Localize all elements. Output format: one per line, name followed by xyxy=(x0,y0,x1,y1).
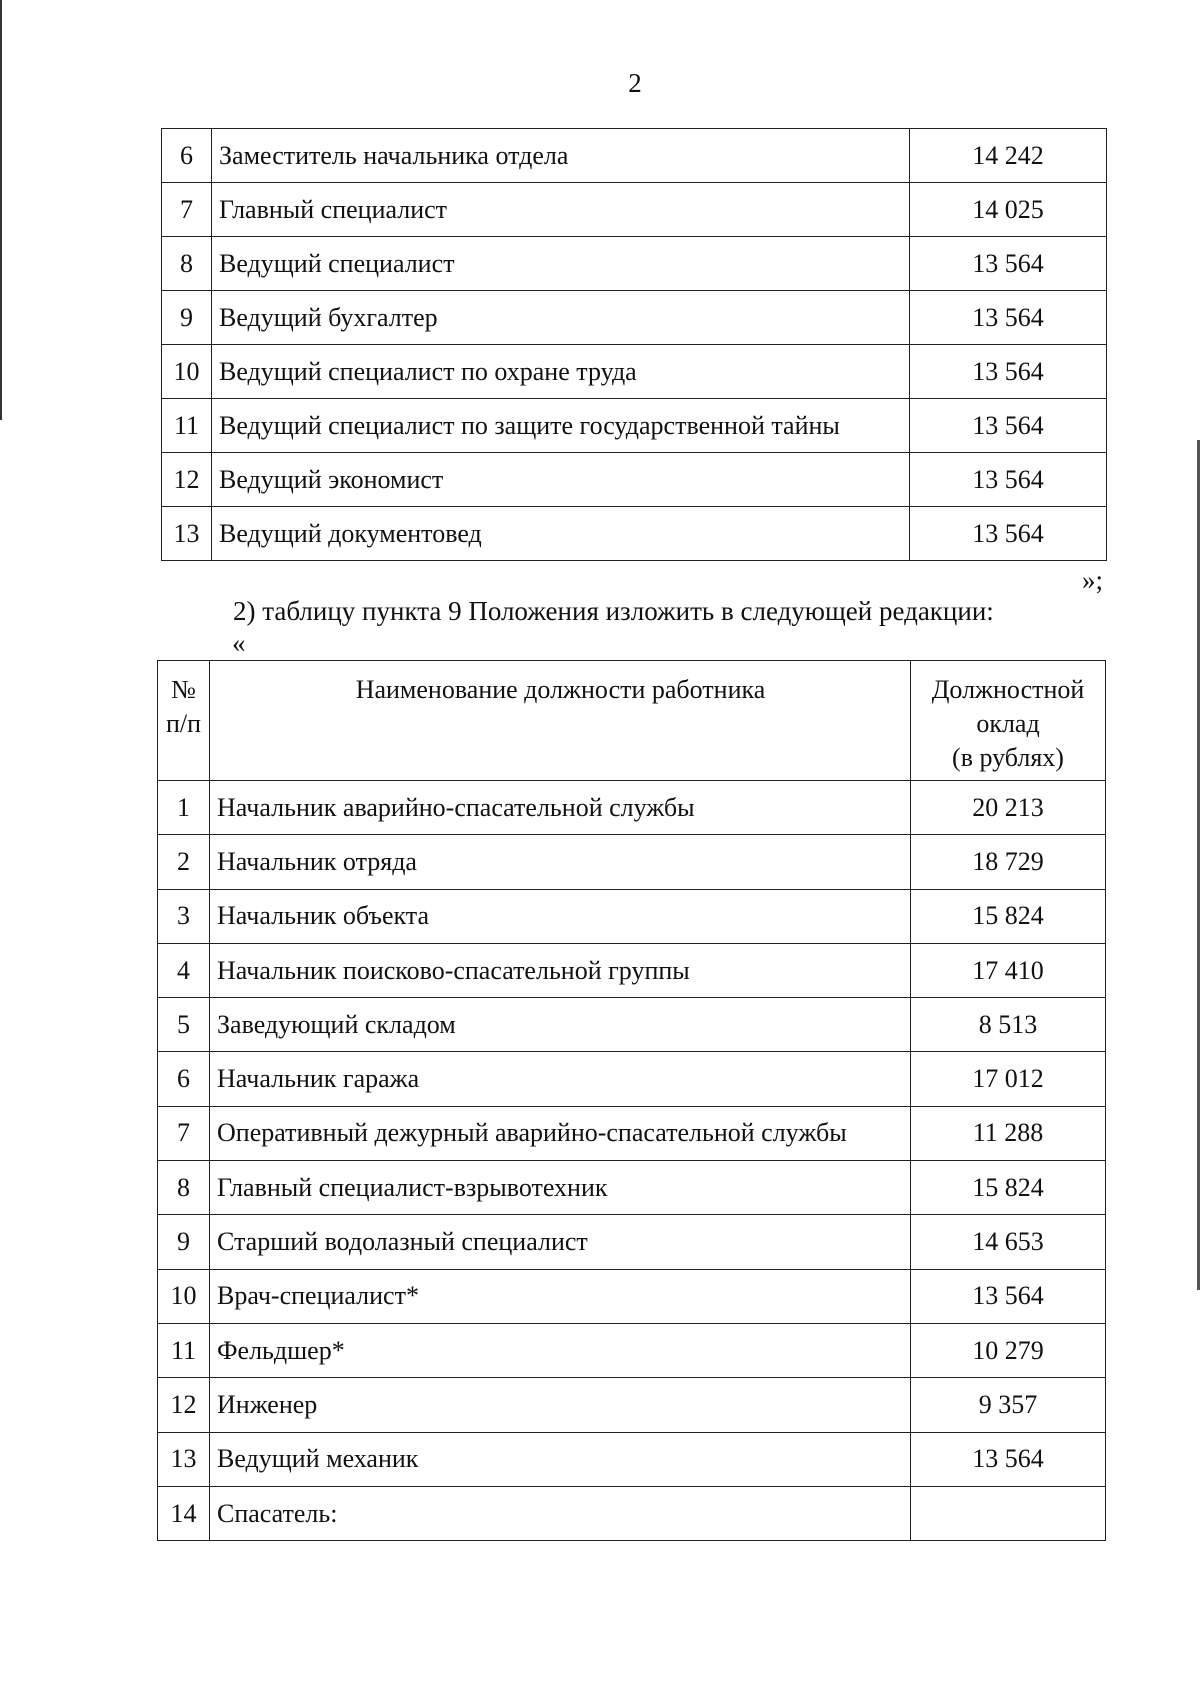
position-name: Главный специалист-взрывотехник xyxy=(210,1161,911,1215)
table-row xyxy=(162,129,1107,183)
position-name: Ведущий специалист по охране труда xyxy=(212,345,910,399)
position-name: Оперативный дежурный аварийно-спасательной службы xyxy=(210,1106,911,1160)
table-row xyxy=(158,889,1106,943)
table-row xyxy=(162,399,1107,453)
row-number: 13 xyxy=(162,507,212,561)
salary-value: 13 564 xyxy=(910,399,1107,453)
salary-value: 15 824 xyxy=(911,889,1106,943)
salary-value: 13 564 xyxy=(910,237,1107,291)
salary-value: 18 729 xyxy=(911,835,1106,889)
table-header-row xyxy=(158,661,1106,781)
salary-value: 14 242 xyxy=(910,129,1107,183)
table-row xyxy=(158,998,1106,1052)
salary-value: 13 564 xyxy=(911,1269,1106,1323)
table-row xyxy=(158,1052,1106,1106)
row-number: 6 xyxy=(158,1052,210,1106)
salary-value: 13 564 xyxy=(910,291,1107,345)
row-number: 6 xyxy=(162,129,212,183)
position-name: Ведущий экономист xyxy=(212,453,910,507)
row-number: 11 xyxy=(158,1323,210,1377)
header-number-abbr: п/п xyxy=(165,709,202,738)
header-number-cell xyxy=(158,661,210,781)
table-row xyxy=(162,291,1107,345)
table-row xyxy=(158,835,1106,889)
table-row xyxy=(158,1215,1106,1269)
position-name: Начальник аварийно-спасательной службы xyxy=(210,781,911,835)
table-row xyxy=(158,1378,1106,1432)
position-name: Заместитель начальника отдела xyxy=(212,129,910,183)
page-number: 2 xyxy=(628,68,642,98)
row-number: 10 xyxy=(162,345,212,399)
position-name: Инженер xyxy=(210,1378,911,1432)
header-salary-line3: (в рублях) xyxy=(952,743,1064,772)
row-number: 12 xyxy=(158,1378,210,1432)
row-number: 7 xyxy=(162,183,212,237)
salary-table-continued xyxy=(161,128,1107,561)
position-name: Начальник гаража xyxy=(210,1052,911,1106)
salary-value: 17 012 xyxy=(911,1052,1106,1106)
table-row xyxy=(158,1486,1106,1540)
closing-quote: »; xyxy=(1082,565,1104,595)
row-number: 8 xyxy=(158,1161,210,1215)
salary-value: 20 213 xyxy=(911,781,1106,835)
header-salary-line2: оклад xyxy=(976,709,1040,738)
table-row xyxy=(158,781,1106,835)
row-number: 8 xyxy=(162,237,212,291)
salary-table-rescue-service xyxy=(157,660,1106,1541)
position-name: Начальник поисково-спасательной группы xyxy=(210,943,911,997)
row-number: 12 xyxy=(162,453,212,507)
row-number: 10 xyxy=(158,1269,210,1323)
amendment-paragraph: 2) таблицу пункта 9 Положения изложить в следующей редакции: xyxy=(233,596,994,626)
opening-quote: « xyxy=(232,628,246,658)
table-row xyxy=(162,237,1107,291)
salary-value: 14 025 xyxy=(910,183,1107,237)
position-name: Врач-специалист* xyxy=(210,1269,911,1323)
row-number: 4 xyxy=(158,943,210,997)
position-name: Начальник отряда xyxy=(210,835,911,889)
salary-value: 13 564 xyxy=(910,345,1107,399)
table-row xyxy=(162,453,1107,507)
salary-value: 13 564 xyxy=(911,1432,1106,1486)
position-name: Старший водолазный специалист xyxy=(210,1215,911,1269)
header-salary-line1: Должностной xyxy=(931,675,1085,704)
row-number: 11 xyxy=(162,399,212,453)
table-row xyxy=(158,1106,1106,1160)
salary-value: 11 288 xyxy=(911,1106,1106,1160)
salary-value xyxy=(911,1486,1106,1540)
salary-value: 15 824 xyxy=(911,1161,1106,1215)
row-number: 2 xyxy=(158,835,210,889)
row-number: 1 xyxy=(158,781,210,835)
header-number-sign: № xyxy=(171,675,196,704)
table-row xyxy=(162,507,1107,561)
row-number: 13 xyxy=(158,1432,210,1486)
row-number: 14 xyxy=(158,1486,210,1540)
position-name: Ведущий механик xyxy=(210,1432,911,1486)
salary-value: 10 279 xyxy=(911,1323,1106,1377)
table-row xyxy=(158,1269,1106,1323)
position-name: Заведующий складом xyxy=(210,998,911,1052)
salary-value: 14 653 xyxy=(911,1215,1106,1269)
header-salary-cell xyxy=(911,661,1106,781)
table-row xyxy=(158,1323,1106,1377)
position-name: Фельдшер* xyxy=(210,1323,911,1377)
table-row xyxy=(158,943,1106,997)
position-name: Главный специалист xyxy=(212,183,910,237)
row-number: 5 xyxy=(158,998,210,1052)
table-row xyxy=(158,1161,1106,1215)
table-row xyxy=(162,345,1107,399)
row-number: 7 xyxy=(158,1106,210,1160)
table-row xyxy=(162,183,1107,237)
salary-value: 17 410 xyxy=(911,943,1106,997)
position-name: Ведущий специалист по защите государственной тайны xyxy=(212,399,910,453)
row-number: 9 xyxy=(162,291,212,345)
salary-value: 8 513 xyxy=(911,998,1106,1052)
table-row xyxy=(158,1432,1106,1486)
salary-value: 13 564 xyxy=(910,507,1107,561)
salary-value: 13 564 xyxy=(910,453,1107,507)
position-name: Спасатель: xyxy=(210,1486,911,1540)
position-name: Ведущий бухгалтер xyxy=(212,291,910,345)
row-number: 3 xyxy=(158,889,210,943)
position-name: Ведущий документовед xyxy=(212,507,910,561)
row-number: 9 xyxy=(158,1215,210,1269)
position-name: Начальник объекта xyxy=(210,889,911,943)
salary-value: 9 357 xyxy=(911,1378,1106,1432)
header-position-name: Наименование должности работника xyxy=(210,661,911,781)
scan-edge-left xyxy=(0,0,2,420)
position-name: Ведущий специалист xyxy=(212,237,910,291)
